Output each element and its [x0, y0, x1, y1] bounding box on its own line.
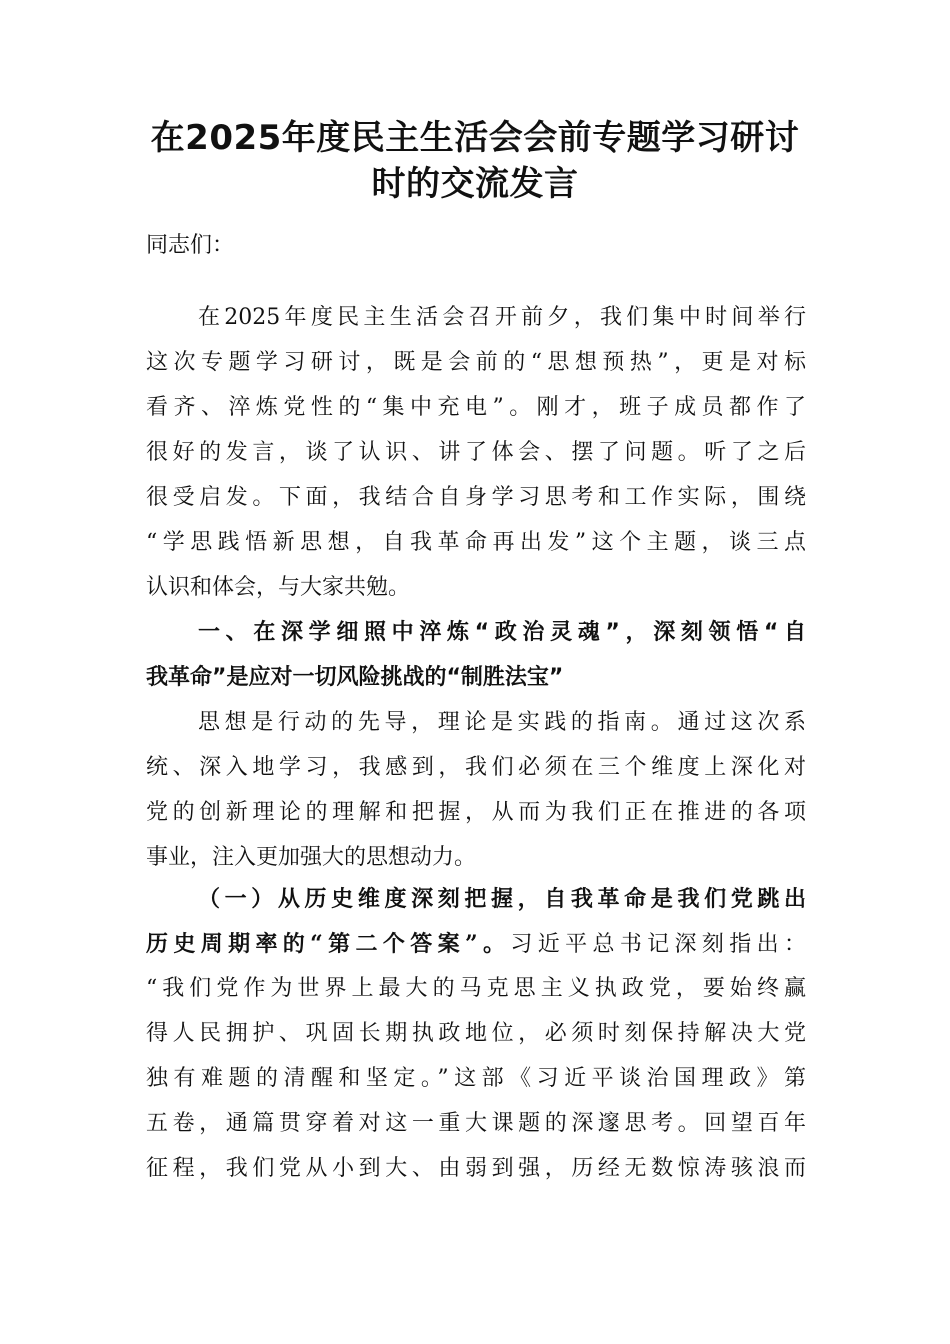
paragraph-line: 统、深入地学习，我感到，我们必须在三个维度上深化对	[146, 755, 806, 780]
intro-line: 在2025年度民主生活会召开前夕，我们集中时间举行	[198, 305, 806, 330]
sub-heading-mixed-line	[146, 922, 806, 966]
paragraph-line: 思想是行动的先导，理论是实践的指南。通过这次系	[198, 710, 806, 735]
intro-line: 很好的发言，谈了认识、讲了体会、摆了问题。听了之后	[146, 440, 806, 465]
sub-heading-tail: 历史周期率的“第二个答案”。	[146, 931, 511, 957]
paragraph-line: 独有难题的清醒和坚定。”这部《习近平谈治国理政》第	[146, 1066, 806, 1091]
intro-line: 很受启发。下面，我结合自身学习思考和工作实际，围绕	[146, 485, 806, 510]
paragraph-line: 征程，我们党从小到大、由弱到强，历经无数惊涛骇浪而	[146, 1156, 806, 1181]
paragraph-line: “我们党作为世界上最大的马克思主义执政党，要始终赢	[146, 976, 806, 1001]
paragraph-line: 五卷，通篇贯穿着对这一重大课题的深邃思考。回望百年	[146, 1111, 806, 1136]
intro-line: 这次专题学习研讨，既是会前的“思想预热”，更是对标	[146, 350, 806, 375]
section-heading-line: 一、在深学细照中淬炼“政治灵魂”，深刻领悟“自	[198, 620, 806, 645]
paragraph-line: 得人民拥护、巩固长期执政地位，必须时刻保持解决大党	[146, 1021, 806, 1046]
intro-line: 看齐、淬炼党性的“集中充电”。刚才，班子成员都作了	[146, 395, 806, 420]
sub-heading-line: （一）从历史维度深刻把握，自我革命是我们党跳出	[198, 886, 806, 912]
paragraph-line: 事业，注入更加强大的思想动力。	[146, 845, 477, 870]
section-heading-line: 我革命”是应对一切风险挑战的“制胜法宝”	[146, 665, 564, 690]
paragraph-line: 党的创新理论的理解和把握，从而为我们正在推进的各项	[146, 800, 806, 825]
document-title-line-2: 时的交流发言	[371, 164, 579, 204]
intro-line: “学思践悟新思想，自我革命再出发”这个主题，谈三点	[146, 530, 806, 555]
salutation: 同志们：	[146, 233, 235, 258]
intro-line: 认识和体会，与大家共勉。	[146, 575, 411, 600]
document-title-line-1: 在2025年度民主生活会会前专题学习研讨	[150, 118, 800, 158]
paragraph-fragment: 习近平总书记深刻指出：	[510, 932, 806, 957]
